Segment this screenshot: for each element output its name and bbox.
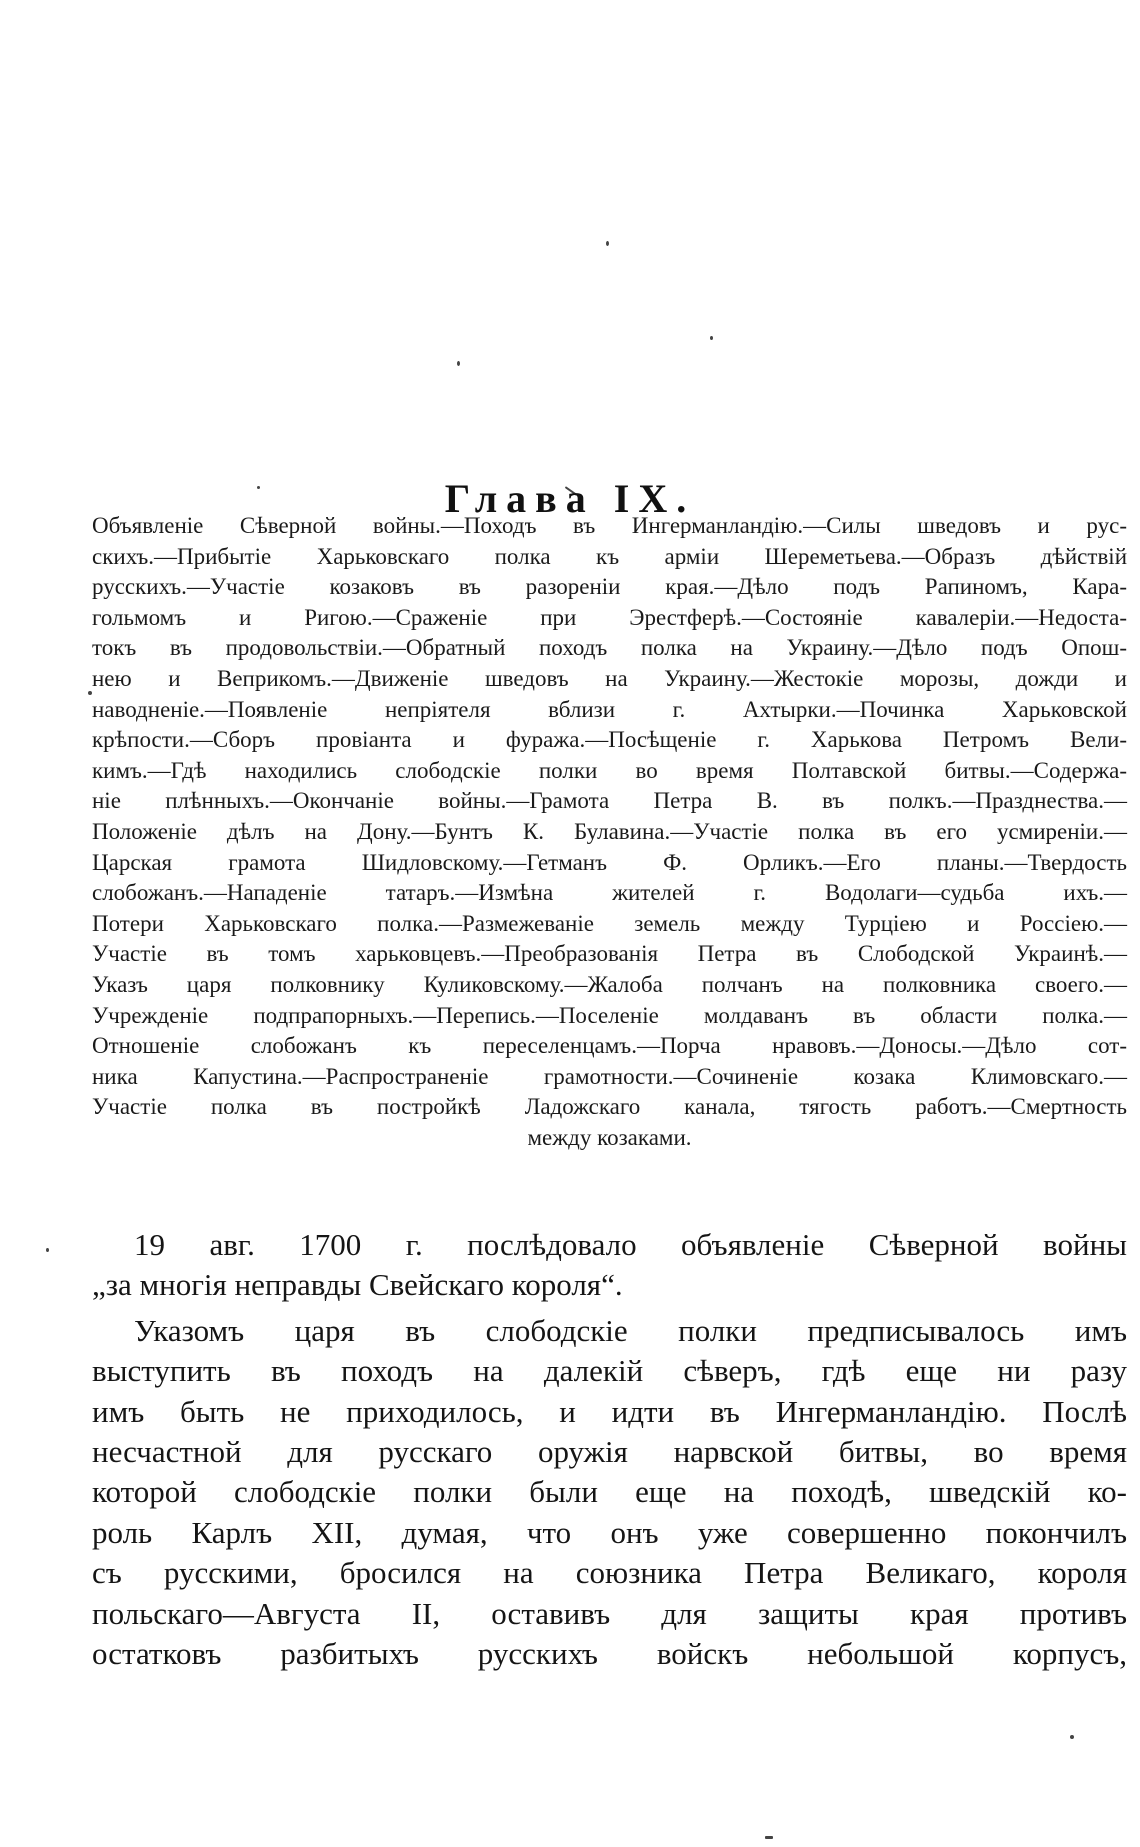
print-speck xyxy=(606,241,609,246)
summary-line: Потери Харьковскаго полка.—Размежеваніе земель между Турціею и Россіею.— xyxy=(92,910,1127,936)
summary-line: скихъ.—Прибытіе Харьковскаго полка къ арміи Шереметьева.—Образъ дѣйствій xyxy=(92,543,1127,569)
print-speck xyxy=(46,1248,49,1252)
summary-line: кимъ.—Гдѣ находились слободскіе полки во время Полтавской битвы.—Содержа- xyxy=(92,757,1127,783)
summary-line: Участіе полка въ постройкѣ Ладожскаго канала, тягость работъ.—Смертность xyxy=(92,1094,1127,1120)
body-line: которой слободскіе полки были еще на походѣ, шведскій ко- xyxy=(92,1474,1127,1510)
print-speck xyxy=(765,1836,773,1839)
body-text xyxy=(92,1225,1127,1674)
chapter-heading: Глава IX. xyxy=(444,475,696,521)
summary-line: Участіе въ томъ харьковцевъ.—Преобразованія Петра въ Слободской Украинѣ.— xyxy=(92,941,1127,967)
summary-line: Указъ царя полковнику Куликовскому.—Жалоба полчанъ на полковника своего.— xyxy=(92,971,1127,997)
summary-line: Царская грамота Шидловскому.—Гетманъ Ф. Орликъ.—Его планы.—Твердость xyxy=(92,849,1127,875)
body-line: „за многія неправды Свейскаго короля“. xyxy=(92,1267,623,1303)
body-line: Указомъ царя въ слободскіе полки предписывалось имъ xyxy=(134,1312,1127,1348)
summary-line: крѣпости.—Сборъ провіанта и фуража.—Посѣщеніе г. Харькова Петромъ Вели- xyxy=(92,727,1127,753)
body-line: съ русскими, бросился на союзника Петра Великаго, короля xyxy=(92,1555,1127,1591)
body-line: выступить въ походъ на далекій сѣверъ, гдѣ еще ни разу xyxy=(92,1353,1127,1389)
summary-line: между козаками. xyxy=(527,1124,692,1150)
body-line: роль Карлъ XII, думая, что онъ уже совершенно покончилъ xyxy=(92,1514,1127,1550)
print-speck xyxy=(1070,1735,1074,1739)
body-line: имъ быть не приходилось, и идти въ Ингерманландію. Послѣ xyxy=(92,1393,1127,1429)
body-line: 19 авг. 1700 г. послѣдовало объявленіе Сѣверной войны xyxy=(134,1227,1127,1262)
summary-line: Объявленіе Сѣверной войны.—Походъ въ Ингерманландію.—Силы шведовъ и рус- xyxy=(92,513,1127,538)
summary-line: токъ въ продовольствіи.—Обратный походъ полка на Украину.—Дѣло подъ Опош- xyxy=(92,635,1127,661)
summary-line: Учрежденіе подпрапорныхъ.—Перепись.—Поселеніе молдаванъ въ области полка.— xyxy=(92,1002,1127,1028)
summary-line: ника Капустина.—Распространеніе грамотности.—Сочиненіе козака Климовскаго.— xyxy=(92,1063,1127,1089)
summary-line: нею и Веприкомъ.—Движеніе шведовъ на Украину.—Жестокіе морозы, дожди и xyxy=(92,665,1127,691)
chapter-summary xyxy=(92,511,1127,1153)
body-line: польскаго—Августа II, оставивъ для защиты края противъ xyxy=(92,1595,1127,1631)
print-speck xyxy=(457,361,460,366)
summary-line: слобожанъ.—Нападеніе татаръ.—Измѣна жителей г. Водолаги—судьба ихъ.— xyxy=(92,880,1127,906)
body-line: остатковъ разбитыхъ русскихъ войскъ небольшой корпусъ, xyxy=(92,1635,1127,1671)
summary-line: русскихъ.—Участіе козаковъ въ разореніи края.—Дѣло подъ Рапиномъ, Кара- xyxy=(92,574,1127,600)
summary-line: ніе плѣнныхъ.—Окончаніе войны.—Грамота Петра В. въ полкъ.—Празднества.— xyxy=(92,788,1127,814)
summary-line: гольмомъ и Ригою.—Сраженіе при Эрестферѣ.—Состояніе кавалеріи.—Недоста- xyxy=(92,604,1127,630)
summary-line: наводненіе.—Появленіе непріятеля вблизи г. Ахтырки.—Починка Харьковской xyxy=(92,696,1127,722)
body-line: несчастной для русскаго оружія нарвской битвы, во время xyxy=(92,1433,1127,1469)
summary-line: Отношеніе слобожанъ къ переселенцамъ.—Порча нравовъ.—Доносы.—Дѣло сот- xyxy=(92,1033,1127,1059)
summary-line: Положеніе дѣлъ на Дону.—Бунтъ К. Булавина.—Участіе полка въ его усмиреніи.— xyxy=(92,818,1127,844)
print-speck xyxy=(710,336,713,340)
